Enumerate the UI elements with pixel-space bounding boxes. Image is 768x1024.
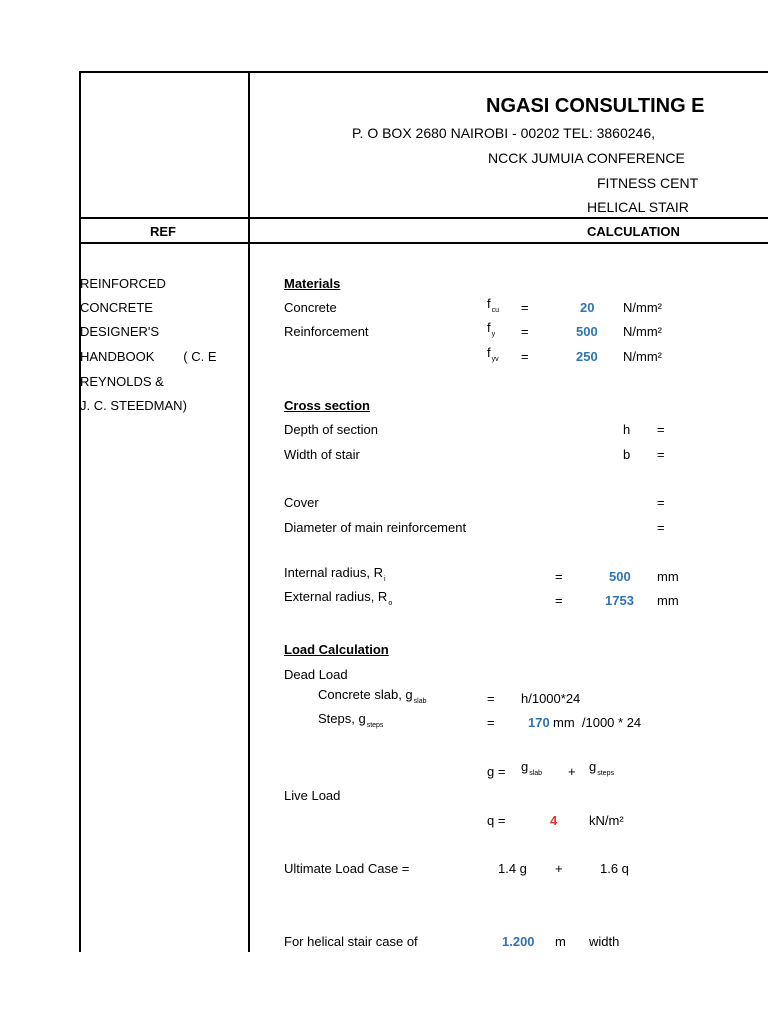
depth-symbol: h (623, 422, 631, 437)
internal-radius-unit: mm (657, 569, 679, 584)
g-slab-term: $g_{slab}$ (521, 759, 543, 777)
fy-unit: N/mm² (623, 324, 662, 339)
cross-section-heading: Cross section (284, 398, 370, 413)
diameter-equals: = (657, 520, 665, 535)
external-radius-value: 1753 (605, 593, 634, 608)
reinforcement-label: Reinforcement (284, 324, 369, 339)
g-total-lhs: g = (487, 764, 506, 779)
steps-equals: = (487, 715, 495, 730)
fcu-unit: N/mm² (623, 300, 662, 315)
element-name: HELICAL STAIR (587, 199, 689, 215)
q-lhs: q = (487, 813, 506, 828)
table-left-border (79, 71, 81, 952)
helical-width-value: 1.200 (502, 934, 535, 949)
g-steps-term: $g_{steps}$ (589, 759, 614, 777)
width-label: Width of stair (284, 447, 360, 462)
ref-line-3: DESIGNER'S (80, 324, 160, 339)
cover-label: Cover (284, 495, 319, 510)
depth-equals: = (657, 422, 665, 437)
calculation-column-header: CALCULATION (587, 224, 680, 239)
fcu-equals: = (521, 300, 529, 315)
load-calculation-heading: Load Calculation (284, 642, 389, 657)
colhead-bottom-border (79, 242, 768, 244)
depth-label: Depth of section (284, 422, 378, 437)
concrete-slab-label: Concrete slab, $g_{slab}$ (318, 687, 427, 705)
fyv-symbol: $f_{yv}$ (487, 345, 499, 363)
helical-stair-label: For helical stair case of (284, 934, 418, 949)
project-name: NCCK JUMUIA CONFERENCE (488, 150, 685, 166)
fyv-equals: = (521, 349, 529, 364)
concrete-label: Concrete (284, 300, 337, 315)
ref-line-5: REYNOLDS & (80, 374, 164, 389)
width-symbol: b (623, 447, 631, 462)
width-equals: = (657, 447, 665, 462)
fy-equals: = (521, 324, 529, 339)
fcu-value: 20 (580, 300, 595, 315)
table-top-border (79, 71, 768, 73)
helical-width-tail: width (589, 934, 620, 949)
external-radius-equals: = (555, 593, 563, 608)
materials-heading: Materials (284, 276, 341, 291)
external-radius-label: External radius, $R_o$ (284, 589, 393, 607)
external-radius-unit: mm (657, 593, 679, 608)
company-address: P. O BOX 2680 NAIROBI - 00202 TEL: 3860246, (352, 125, 656, 141)
g-plus: + (568, 764, 576, 779)
fyv-unit: N/mm² (623, 349, 662, 364)
ultimate-term-2: 1.6 q (600, 861, 629, 876)
column-divider (248, 71, 250, 952)
helical-width-unit: m (555, 934, 566, 949)
ref-column-header: REF (150, 224, 176, 239)
building-name: FITNESS CENT (597, 175, 699, 191)
ultimate-load-label: Ultimate Load Case = (284, 861, 410, 876)
concrete-slab-expression: h/1000*24 (521, 691, 581, 706)
ref-line-4: HANDBOOK ( C. E (80, 349, 217, 364)
fy-value: 500 (576, 324, 598, 339)
steps-value: 170 (528, 715, 550, 730)
steps-label: Steps, $g_{steps}$ (318, 711, 384, 729)
ref-line-6: J. C. STEEDMAN) (80, 398, 187, 413)
live-load-label: Live Load (284, 788, 341, 803)
internal-radius-label: Internal radius, $R_i$ (284, 565, 386, 583)
q-value: 4 (550, 813, 558, 828)
cover-equals: = (657, 495, 665, 510)
fy-symbol: $f_y$ (487, 320, 496, 338)
q-unit: kN/m² (589, 813, 624, 828)
ultimate-term-1: 1.4 g (498, 861, 527, 876)
steps-expression: mm /1000 * 24 (553, 715, 642, 730)
ref-line-1: REINFORCED (80, 276, 166, 291)
ultimate-plus: + (555, 861, 563, 876)
fyv-value: 250 (576, 349, 598, 364)
ref-line-2: CONCRETE (80, 300, 153, 315)
fcu-symbol: $f_{cu}$ (487, 296, 500, 314)
company-name: NGASI CONSULTING E (486, 95, 705, 117)
diameter-label: Diameter of main reinforcement (284, 520, 467, 535)
internal-radius-value: 500 (609, 569, 631, 584)
dead-load-label: Dead Load (284, 667, 348, 682)
header-bottom-border (79, 217, 768, 219)
internal-radius-equals: = (555, 569, 563, 584)
concrete-slab-equals: = (487, 691, 495, 706)
